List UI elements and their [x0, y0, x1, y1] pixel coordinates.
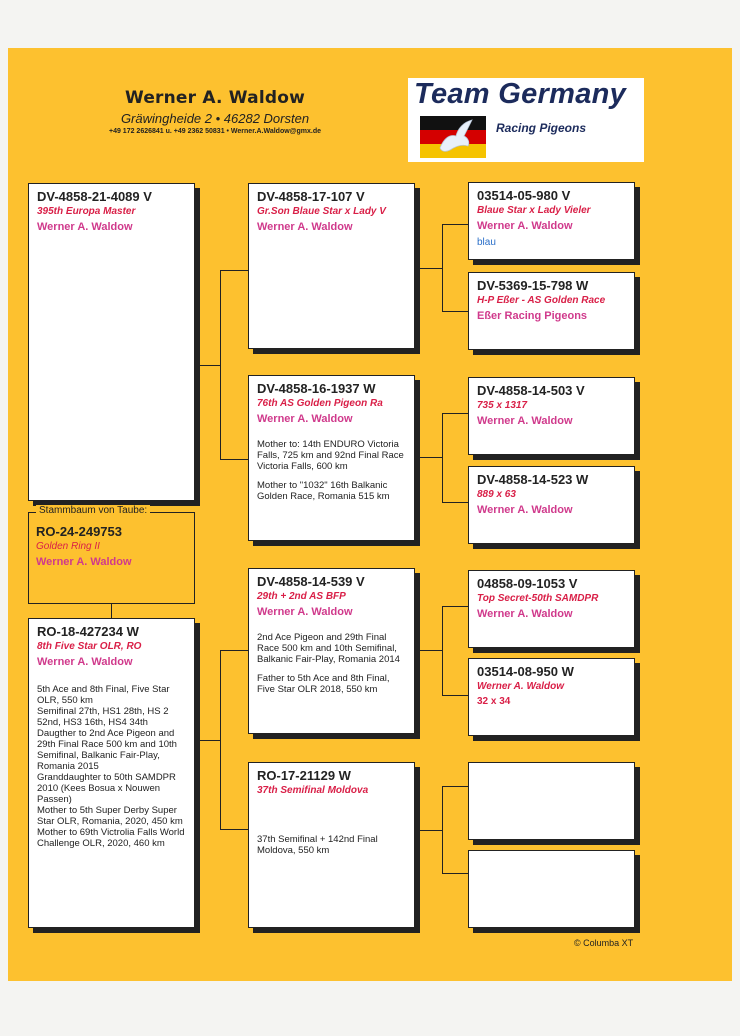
pigeon-note: Father to 5th Ace and 8th Final, Five Star OLR 2018, 550 km — [257, 673, 390, 695]
stammbaum-details — [36, 524, 132, 568]
pigeon-id: 03514-08-950 W — [477, 664, 574, 679]
connector-line — [195, 740, 221, 741]
pigeon-id: RO-17-21129 W — [257, 768, 351, 783]
gen3-box-1 — [468, 182, 635, 260]
pigeon-id: 04858-09-1053 V — [477, 576, 578, 591]
connector-line — [195, 365, 221, 366]
connector-line — [442, 606, 443, 696]
pigeon-title: Werner A. Waldow — [477, 681, 565, 692]
connector-line — [442, 413, 468, 414]
gen3-box-5 — [468, 570, 635, 648]
pigeon-title: Gr.Son Blaue Star x Lady V — [257, 206, 386, 217]
connector-line — [442, 786, 443, 874]
connector-line — [442, 413, 443, 503]
connector-line — [220, 650, 221, 830]
gen3-box-3 — [468, 377, 635, 455]
pigeon-title: 889 x 63 — [477, 489, 516, 500]
german-flag-icon — [420, 116, 486, 158]
pigeon-owner: Werner A. Waldow — [37, 221, 133, 233]
copyright-text: © Columba XT — [574, 938, 634, 948]
pigeon-owner: Werner A. Waldow — [477, 415, 573, 427]
pigeon-id: 03514-05-980 V — [477, 188, 571, 203]
pigeon-owner: Eßer Racing Pigeons — [477, 310, 588, 322]
connector-line — [442, 695, 468, 696]
dam-box — [28, 618, 195, 928]
owner-contact: +49 172 2626841 u. +49 2362 50831 • Werner.A.Waldow@gmx.de — [108, 128, 321, 135]
pigeon-owner: Werner A. Waldow — [477, 608, 573, 620]
connector-line — [442, 311, 468, 312]
pigeon-title: Blaue Star x Lady Vieler — [477, 205, 591, 216]
subject-box — [28, 183, 195, 501]
pigeon-title: 395th Europa Master — [37, 206, 136, 217]
pigeon-id: DV-4858-17-107 V — [257, 189, 365, 204]
team-germany-logo — [408, 78, 644, 162]
connector-line — [442, 502, 468, 503]
connector-line — [220, 270, 248, 271]
sire-dam-box — [248, 375, 415, 541]
connector-line — [415, 457, 443, 458]
gen3-box-7-empty — [468, 762, 635, 840]
logo-subtitle: Racing Pigeons — [496, 121, 587, 135]
gen3-box-2 — [468, 272, 635, 350]
owner-address: Gräwingheide 2 • 46282 Dorsten — [120, 111, 310, 126]
pigeon-id: RO-18-427234 W — [37, 624, 139, 639]
pigeon-note: Mother to: 14th ENDURO Victoria Falls, 725 km and 92nd Final Race Victoria Falls, 600 km — [257, 439, 404, 472]
connector-line — [415, 268, 443, 269]
pigeon-owner: Werner A. Waldow — [257, 413, 353, 425]
pigeon-id: RO-24-249753 — [36, 524, 122, 539]
header-owner-block — [60, 88, 370, 135]
connector-line — [111, 604, 112, 618]
pigeon-title: H-P Eßer - AS Golden Race — [477, 295, 606, 306]
connector-line — [415, 650, 443, 651]
pigeon-title: 735 x 1317 — [477, 400, 528, 411]
pigeon-note: 37th Semifinal + 142nd Final Moldova, 550 km — [257, 834, 378, 856]
pigeon-id: DV-4858-14-503 V — [477, 383, 585, 398]
pigeon-owner: Werner A. Waldow — [257, 606, 353, 618]
pigeon-owner: Werner A. Waldow — [36, 556, 132, 568]
pigeon-id: DV-4858-16-1937 W — [257, 381, 376, 396]
pigeon-title: Golden Ring II — [36, 541, 100, 552]
connector-line — [442, 606, 468, 607]
pigeon-title: Top Secret-50th SAMDPR — [477, 593, 599, 604]
pigeon-extra: 32 x 34 — [477, 696, 511, 707]
pigeon-owner: Werner A. Waldow — [477, 220, 573, 232]
pigeon-title: 29th + 2nd AS BFP — [257, 591, 346, 602]
dove-icon — [434, 118, 474, 158]
pigeon-id: DV-4858-14-539 V — [257, 574, 365, 589]
dam-sire-box — [248, 568, 415, 734]
pigeon-id: DV-4858-21-4089 V — [37, 189, 152, 204]
connector-line — [442, 224, 443, 312]
connector-line — [442, 786, 468, 787]
pigeon-owner: Werner A. Waldow — [477, 504, 573, 516]
connector-line — [415, 830, 443, 831]
pigeon-id: DV-4858-14-523 W — [477, 472, 589, 487]
connector-line — [442, 224, 468, 225]
pigeon-id: DV-5369-15-798 W — [477, 278, 589, 293]
connector-line — [220, 829, 248, 830]
connector-line — [442, 873, 468, 874]
pigeon-title: 8th Five Star OLR, RO — [37, 641, 142, 652]
gen3-box-4 — [468, 466, 635, 544]
connector-line — [220, 459, 248, 460]
pigeon-color: blau — [477, 237, 496, 248]
connector-line — [220, 270, 221, 460]
dam-dam-box — [248, 762, 415, 928]
owner-name: Werner A. Waldow — [124, 88, 306, 108]
pigeon-notes: 5th Ace and 8th Final, Five Star OLR, 550 km Semifinal 27th, HS1 28th, HS 2 52nd, HS3 16th, HS4 34th Daugther to 2nd Ace Pigeon and 29th Final Race 500 km and 10th Semifinal, Balkanic Fair-Play, Romania 2015 Granddaughter to 50th SAMDPR 2010 (Kees Bosua x Nouwen Passen) Mother to 5th Super Derby Super Star OLR, Romania, 2020, 450 km Mother to 69th Victrolia Falls World Challenge OLR, 2020, 460 km — [37, 684, 185, 849]
logo-title: Team Germany — [414, 78, 627, 110]
pigeon-owner: Werner A. Waldow — [37, 656, 133, 668]
pigeon-title: 76th AS Golden Pigeon Ra — [257, 398, 383, 409]
pigeon-note: 2nd Ace Pigeon and 29th Final Race 500 km and 10th Semifinal, Balkanic Fair-Play, Romania 2014 — [257, 632, 400, 665]
connector-line — [220, 650, 248, 651]
gen3-box-6 — [468, 658, 635, 736]
stammbaum-label: Stammbaum von Taube: — [36, 505, 150, 516]
gen3-box-8-empty — [468, 850, 635, 928]
sire-box — [248, 183, 415, 349]
pigeon-title: 37th Semifinal Moldova — [257, 785, 369, 796]
pigeon-owner: Werner A. Waldow — [257, 221, 353, 233]
pigeon-note: Mother to "1032" 16th Balkanic Golden Race, Romania 515 km — [257, 480, 390, 502]
